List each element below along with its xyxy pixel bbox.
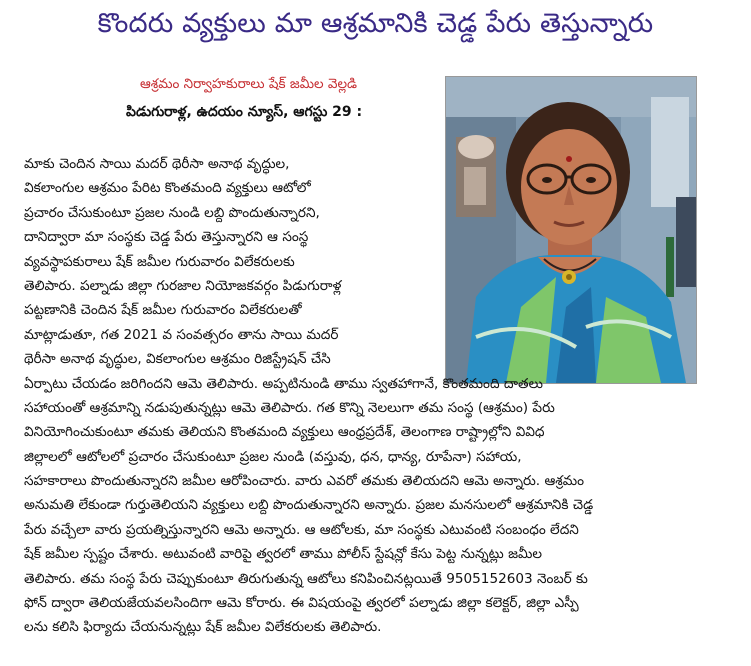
body-line: అనుమతి లేకుండా గుర్తుతెలియని వ్యక్తులు లబ్ది పొందుతున్నారని అన్నారు. ప్రజల మనసులలో ఆశ్రమానికి చెడ్డ [24,497,594,514]
body-line: ప్రచారం చేసుకుంటూ ప్రజల నుండి లబ్ది పొందుతున్నారని, [24,204,320,221]
body-line: వికలాంగుల ఆశ్రమం పేరిట కొంతమంది వ్యక్తులు ఆటోలో [24,180,311,197]
body-line: తెలిపారు. తమ సంస్థ పేరు చెప్పుకుంటూ తిరుగుతున్న ఆటోలు కనిపించినట్లయితే 9505152603 నెంబర్ కు [24,570,588,587]
body-line: మాట్లాడుతూ, గత 2021 వ సంవత్సరం తాను సాయి మదర్ [24,326,339,343]
body-line: మాకు చెందిన సాయి మదర్ థెరీసా అనాథ వృద్ధుల, [24,156,290,172]
article-body [24,152,724,640]
body-line: జిల్లాలలో ఆటోలలో ప్రచారం చేసుకుంటూ ప్రజల నుండి (వస్తువు, ధన, ధాన్య, రూపేనా) సహాయ, [24,448,522,465]
body-line: లను కలిసి ఫిర్యాదు చేయనున్నట్లు షేక్ జమీల విలేకరులకు తెలిపారు. [24,619,382,636]
body-line: షేక్ జమీల స్పష్టం చేశారు. అటువంటి వారిపై త్వరలో తాము పోలీస్ స్టేషన్లో కేసు పెట్ట నున్నట్లు జమీల [24,546,543,563]
body-line: పట్టణానికి చెందిన షేక్ జమీల గురువారం విలేకరులతో [24,302,302,319]
body-line: సహాయంతో ఆశ్రమాన్ని నడుపుతున్నట్లు ఆమె తెలిపారు. గత కొన్ని నెలలుగా తమ సంస్థ (ఆశ్రమం) పేరు [24,399,555,416]
body-line: ఫోన్ ద్వారా తెలియజేయవలసిందిగా ఆమె కోరారు. ఈ విషయంపై త్వరలో పల్నాడు జిల్లా కలెక్టర్, జిల్లా ఎస్పీ [24,595,579,612]
body-line: పేరు వచ్చేలా వారు ప్రయత్నిస్తున్నారని ఆమె అన్నారు. ఆ ఆటోలకు, మా సంస్థకు ఎటువంటి సంబంధం లేదని [24,521,579,538]
body-line: వ్యవస్థాపకురాలు షేక్ జమీల గురువారం విలేకరులకు [24,253,295,270]
body-line: సహకారాలు పొందుతున్నారని జమీల ఆరోపించారు. వారు ఎవరో తమకు తెలియదని ఆమె అన్నారు. ఆశ్రమం [24,473,585,490]
body-line: తెలిపారు. పల్నాడు జిల్లా గురజాల నియోజకవర్గం పిడుగురాళ్ల [24,277,342,294]
dateline: పిడుగురాళ్ల, ఉదయం న్యూస్, ఆగస్టు 29 : [126,104,363,120]
body-line: వినియోగించుకుంటూ తమకు తెలియని కొంతమంది వ్యక్తులు ఆంధ్రప్రదేశ్, తెలంగాణ రాష్ట్రాల్లోని వివిధ [24,424,545,441]
body-line: థెరీసా అనాథ వృద్ధుల, వికలాంగుల ఆశ్రమం రిజిస్ట్రేషన్ చేసి [24,351,331,368]
body-line: దానిద్వారా మా సంస్థకు చెడ్డ పేరు తెస్తున్నారని ఆ సంస్థ [24,229,309,246]
subheadline: ఆశ్రమం నిర్వాహకురాలు షేక్ జమీల వెల్లడి [140,76,358,92]
headline: కొందరు వ్యక్తులు మా ఆశ్రమానికి చెడ్డ పేరు తెస్తున్నారు [97,8,654,39]
body-line: ఏర్పాటు చేయడం జరిగిందని ఆమె తెలిపారు. అప్పటినుండి తాము స్వతహాగానే, కొంతమంది దాతలు [24,375,543,392]
